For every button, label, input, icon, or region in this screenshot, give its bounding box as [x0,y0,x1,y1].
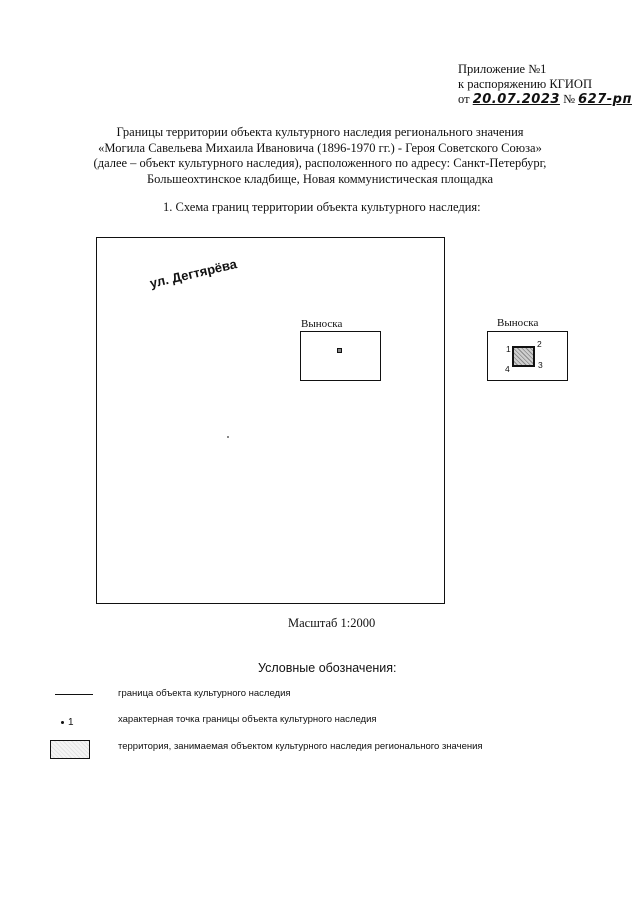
street-label: ул. Дегтярёва [148,256,239,291]
handwritten-date: 20.07.2023 [472,92,560,107]
boundary-map-frame [96,237,445,604]
document-title [60,125,580,187]
map-scale: Масштаб 1:2000 [288,616,376,630]
legend-boundary-text: граница объекта культурного наследия [118,688,291,699]
handwritten-number: 627-рп [578,92,632,107]
map-callout-label: Выноска [301,318,343,330]
section-heading: 1. Схема границ территории объекта культурного наследия: [163,200,481,214]
appendix-number: Приложение №1 [458,62,547,76]
point-dot-icon [61,721,64,724]
inset-callout-label: Выноска [497,317,539,329]
number-sign: № [563,92,575,106]
legend-point-text: характерная точка границы объекта культурного наследия [118,714,377,725]
legend-territory-symbol [50,740,90,759]
boundary-point-1: 1 [506,344,511,354]
object-location-marker [337,348,342,353]
title-line-3: (далее – объект культурного наследия), расположенного по адресу: Санкт-Петербург, [93,156,547,170]
boundary-point-4: 4 [505,364,510,374]
legend-boundary-line-symbol [55,694,93,695]
legend-point-number: 1 [68,717,74,728]
legend-point-symbol [61,717,74,728]
title-line-1: Границы территории объекта культурного наследия регионального значения [116,125,524,139]
boundary-point-2: 2 [537,339,542,349]
appendix-date-line [458,92,632,107]
boundary-point-3: 3 [538,360,543,370]
legend-title: Условные обозначения: [258,661,397,675]
map-callout-box [300,331,381,381]
date-prefix: от [458,92,470,106]
appendix-reference: к распоряжению КГИОП [458,77,592,91]
appendix-header [458,62,632,107]
map-point [227,436,229,438]
heritage-territory-square [512,346,535,367]
legend-territory-text: территория, занимаемая объектом культурного наследия регионального значения [118,741,483,752]
title-line-2: «Могила Савельева Михаила Ивановича (1896-1970 гг.) - Героя Советского Союза» [98,140,542,155]
title-line-4: Большеохтинское кладбище, Новая коммунистическая площадка [146,171,494,186]
